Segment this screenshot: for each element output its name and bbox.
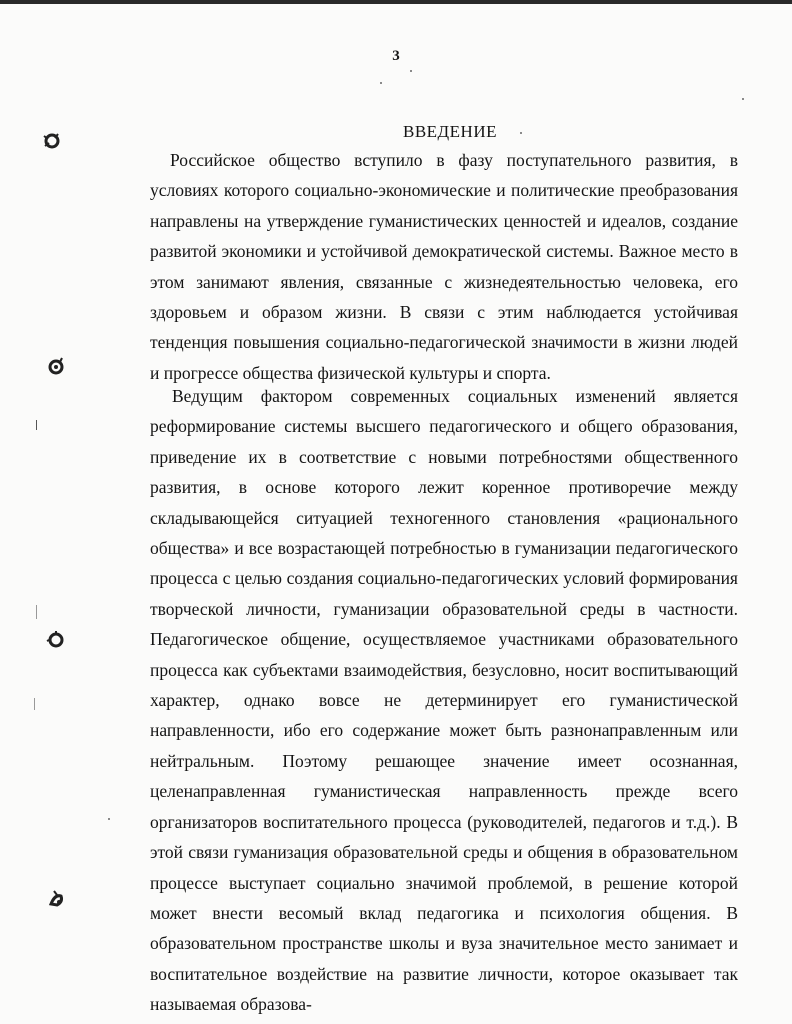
scan-speck: [742, 98, 744, 100]
paragraph-intro: [150, 145, 738, 388]
page-number: 3: [392, 48, 400, 64]
section-title: ВВЕДЕНИЕ: [403, 122, 497, 141]
scan-margin-mark: [36, 420, 37, 430]
scan-margin-mark: [36, 605, 37, 619]
scan-speck: [108, 818, 110, 820]
binding-hole-icon: [45, 355, 67, 377]
paragraph-text: Ведущим фактором современных социальных изменений является реформирование системы высшего педагогического и общего образования, приведение их в соответствие с новыми потребностями общественного развития, в основе которого лежит коренное противоречие между складывающейся ситуацией техногенного становления «рационального общества» и все возрастающей потребностью в гуманизации педагогического процесса с целью создания социально-педагогических условий формирования творческой личности, гуманизации образовательной среды в частности. Педагогическое общение, осуществляемое участниками образовательного процесса как субъектами взаимодействия, безусловно, носит воспитывающий характер, однако вовсе не детерминирует его гуманистической направленности, ибо его содержание может быть разнонаправленным или нейтральным. Поэтому решающее значение имеет осознанная, целенаправленная гуманистическая направленность прежде всего организаторов воспитательного процесса (руководителей, педагогов и т.д.). В этой связи гуманизация образовательной среды и общения в образовательном процессе выступает социально значимой проблемой, в решение которой может внести весомый вклад педагогика и психология общения. В образовательном пространстве школы и вуза значительное место занимает и воспитательное воздействие на развитие личности, которое оказывает так называемая образова-: [150, 386, 738, 1015]
scan-speck: [410, 70, 412, 72]
paragraph-text: Российское общество вступило в фазу поступательного развития, в условиях которого социально-экономические и политические преобразования направлены на утверждение гуманистических ценностей и идеалов, создание развитой экономики и устойчивой демократической системы. Важное место в этом занимают явления, связанные с жизнедеятельностью человека, его здоровьем и образом жизни. В связи с этим наблюдается устойчивая тенденция повышения социально-педагогической значимости в жизни людей и прогрессе общества физической культуры и спорта.: [150, 150, 738, 383]
binding-hole-icon: [41, 130, 63, 152]
binding-hole-icon: [45, 888, 67, 910]
scan-top-edge: [0, 0, 792, 4]
paragraph-main: [150, 381, 738, 1020]
scan-speck: [380, 82, 382, 84]
binding-hole-icon: [45, 628, 67, 650]
scan-margin-mark: [34, 698, 35, 710]
